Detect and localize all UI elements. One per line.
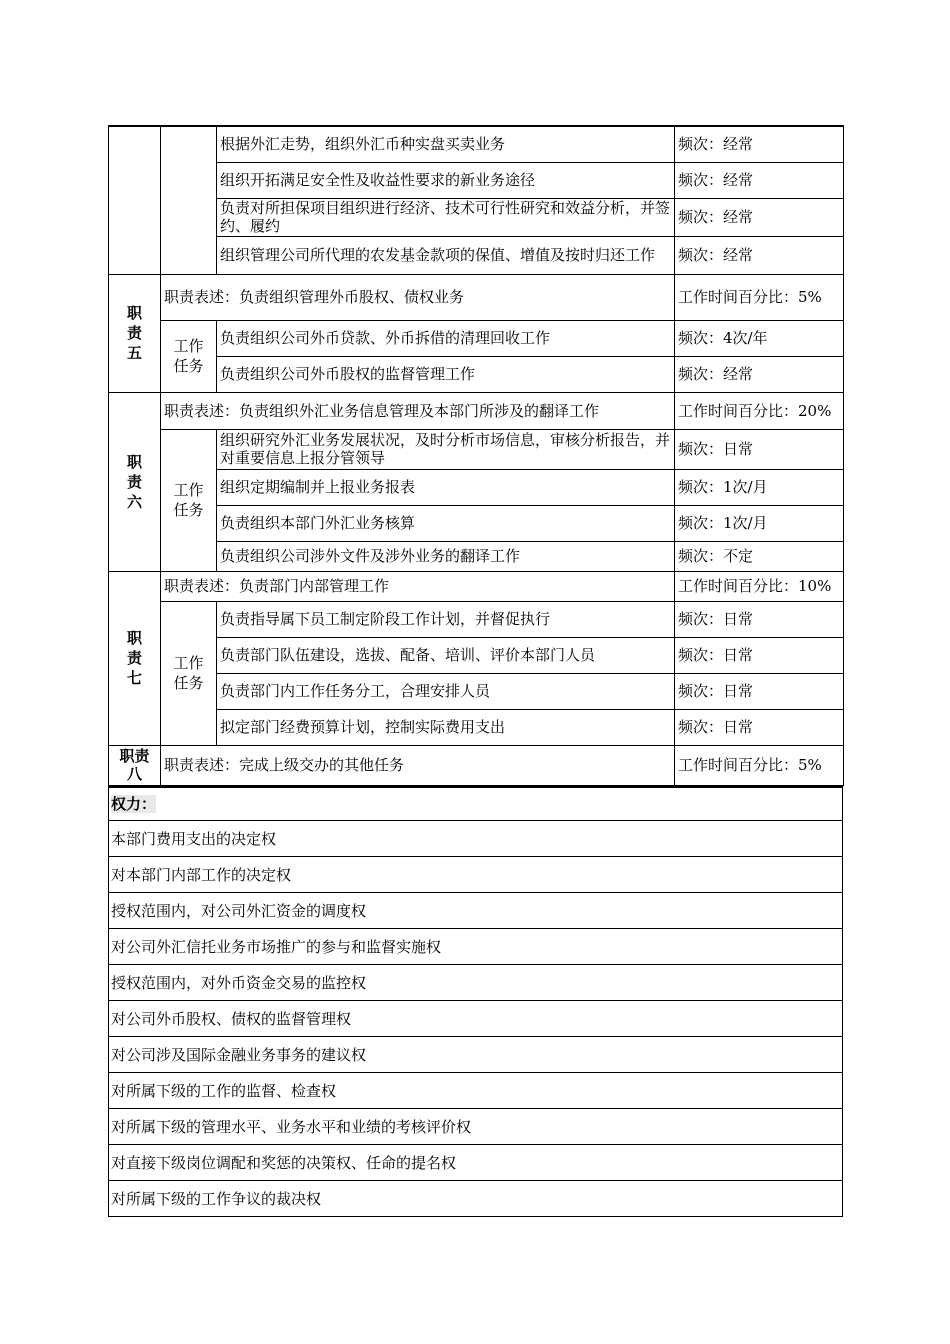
task-frequency: 频次：日常 (675, 637, 844, 673)
task-row (109, 469, 844, 505)
task-row (109, 198, 844, 236)
duty-label-cell-continued (109, 126, 161, 274)
task-frequency: 频次：日常 (675, 709, 844, 745)
duty-label-text: 职责八 (119, 746, 150, 783)
task-frequency: 频次：经常 (675, 198, 844, 236)
task-text: 根据外汇走势，组织外汇币种实盘买卖业务 (217, 126, 675, 162)
power-row (109, 821, 843, 857)
task-text: 拟定部门经费预算计划，控制实际费用支出 (217, 709, 675, 745)
task-label-text: 工作任务 (173, 654, 204, 692)
task-frequency: 频次：经常 (675, 126, 844, 162)
duty-statement-row (109, 571, 844, 601)
task-text: 组织定期编制并上报业务报表 (217, 469, 675, 505)
task-row (109, 429, 844, 469)
powers-title (109, 787, 843, 821)
duty-percent: 工作时间百分比：20% (675, 392, 844, 429)
duty-statement: 职责表述：负责部门内部管理工作 (161, 571, 675, 601)
task-label-cell-continued (161, 126, 217, 274)
task-label (161, 429, 217, 571)
power-row (109, 1037, 843, 1073)
task-frequency: 频次：日常 (675, 429, 844, 469)
duty-statement: 职责表述：完成上级交办的其他任务 (161, 745, 675, 785)
power-item: 授权范围内，对公司外汇资金的调度权 (109, 893, 843, 929)
duty-label-text: 职责七 (126, 629, 142, 687)
task-text: 负责组织公司涉外文件及涉外业务的翻译工作 (217, 541, 675, 571)
duty-label (109, 392, 161, 571)
power-row (109, 857, 843, 893)
duties-table (108, 125, 844, 786)
task-text: 负责组织公司外币贷款、外币拆借的清理回收工作 (217, 320, 675, 356)
task-row (109, 673, 844, 709)
powers-table (108, 786, 843, 1218)
task-frequency: 频次：经常 (675, 356, 844, 392)
duty-statement-row (109, 274, 844, 320)
power-item: 对公司涉及国际金融业务事务的建议权 (109, 1037, 843, 1073)
power-item: 对公司外汇信托业务市场推广的参与和监督实施权 (109, 929, 843, 965)
power-row (109, 1109, 843, 1145)
duty-statement: 职责表述：负责组织管理外币股权、债权业务 (161, 274, 675, 320)
power-item: 授权范围内，对外币资金交易的监控权 (109, 965, 843, 1001)
duty-statement-row (109, 392, 844, 429)
task-label-text: 工作任务 (173, 337, 204, 375)
task-text: 负责指导属下员工制定阶段工作计划，并督促执行 (217, 601, 675, 637)
task-row (109, 601, 844, 637)
duty-label (109, 274, 161, 392)
task-frequency: 频次：经常 (675, 236, 844, 274)
power-item: 对本部门内部工作的决定权 (109, 857, 843, 893)
task-row (109, 126, 844, 162)
task-row (109, 505, 844, 541)
power-item: 对所属下级的管理水平、业务水平和业绩的考核评价权 (109, 1109, 843, 1145)
duty-label (109, 571, 161, 745)
duty-percent: 工作时间百分比：10% (675, 571, 844, 601)
duty-percent: 工作时间百分比：5% (675, 745, 844, 785)
duty-statement: 职责表述：负责组织外汇业务信息管理及本部门所涉及的翻译工作 (161, 392, 675, 429)
task-text: 负责部门队伍建设，选拔、配备、培训、评价本部门人员 (217, 637, 675, 673)
task-row (109, 709, 844, 745)
power-row (109, 893, 843, 929)
duty-statement-row (109, 745, 844, 785)
task-row (109, 320, 844, 356)
power-item: 对所属下级的工作的监督、检查权 (109, 1073, 843, 1109)
duty-label-text: 职责六 (126, 452, 142, 511)
power-row (109, 1001, 843, 1037)
power-row (109, 1073, 843, 1109)
task-frequency: 频次：4次/年 (675, 320, 844, 356)
task-frequency: 频次：1次/月 (675, 505, 844, 541)
task-row (109, 236, 844, 274)
job-description-sheet (108, 125, 843, 1217)
powers-header-row (109, 787, 843, 821)
task-label (161, 320, 217, 392)
power-item: 对直接下级岗位调配和奖惩的决策权、任命的提名权 (109, 1145, 843, 1181)
task-frequency: 频次：日常 (675, 601, 844, 637)
task-label-text: 工作任务 (173, 481, 204, 519)
task-frequency: 频次：不定 (675, 541, 844, 571)
task-row (109, 162, 844, 198)
task-frequency: 频次：经常 (675, 162, 844, 198)
power-item: 对公司外币股权、债权的监督管理权 (109, 1001, 843, 1037)
duty-label (109, 745, 161, 785)
duty-percent: 工作时间百分比：5% (675, 274, 844, 320)
task-text: 组织研究外汇业务发展状况，及时分析市场信息，审核分析报告，并对重要信息上报分管领导 (217, 429, 675, 469)
task-row (109, 637, 844, 673)
task-label (161, 601, 217, 745)
task-row (109, 356, 844, 392)
power-row (109, 1145, 843, 1181)
power-row (109, 965, 843, 1001)
task-frequency: 频次：日常 (675, 673, 844, 709)
task-text: 负责组织公司外币股权的监督管理工作 (217, 356, 675, 392)
duty-label-text: 职责五 (126, 304, 142, 362)
task-text: 负责对所担保项目组织进行经济、技术可行性研究和效益分析，并签约、履约 (217, 198, 675, 236)
task-text: 组织开拓满足安全性及收益性要求的新业务途径 (217, 162, 675, 198)
power-item: 本部门费用支出的决定权 (109, 821, 843, 857)
powers-title-text: 权力： (111, 794, 157, 813)
power-row (109, 1181, 843, 1217)
task-text: 负责组织本部门外汇业务核算 (217, 505, 675, 541)
task-text: 负责部门内工作任务分工，合理安排人员 (217, 673, 675, 709)
power-item: 对所属下级的工作争议的裁决权 (109, 1181, 843, 1217)
power-row (109, 929, 843, 965)
task-row (109, 541, 844, 571)
task-frequency: 频次：1次/月 (675, 469, 844, 505)
task-text: 组织管理公司所代理的农发基金款项的保值、增值及按时归还工作 (217, 236, 675, 274)
